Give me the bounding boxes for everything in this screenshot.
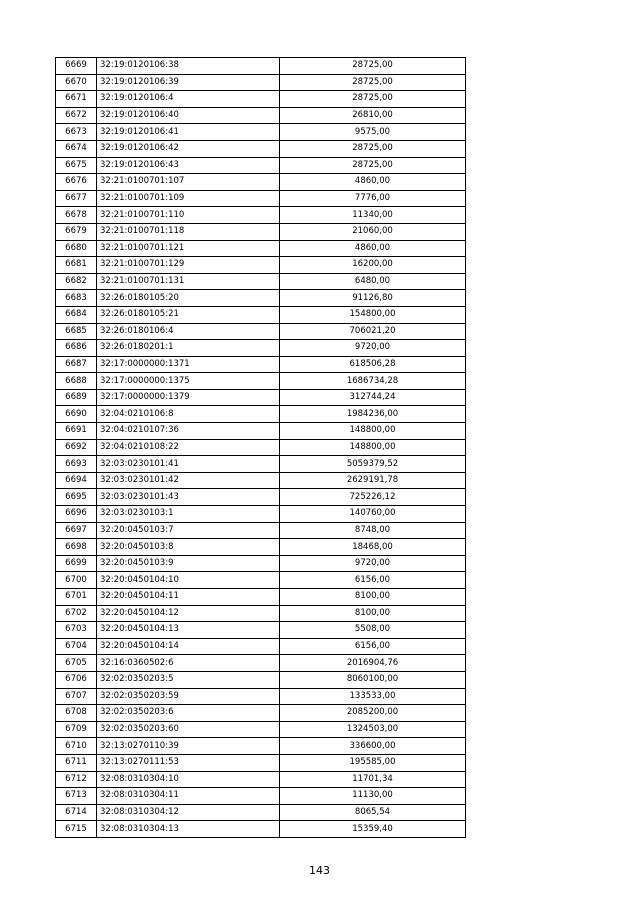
table-row [56, 738, 466, 755]
cadastral-value-cell: 28725,00 [280, 74, 466, 91]
table-row [56, 589, 466, 606]
table-row [56, 671, 466, 688]
cadastral-value-cell: 2016904,76 [280, 655, 466, 672]
table-row [56, 373, 466, 390]
cadastral-value-cell: 91126,80 [280, 290, 466, 307]
table-row [56, 605, 466, 622]
cadastral-value-cell: 336600,00 [280, 738, 466, 755]
cadastral-value-cell: 148800,00 [280, 423, 466, 440]
cadastral-value-cell: 18468,00 [280, 539, 466, 556]
cadastral-number-cell: 32:02:0350203:6 [97, 705, 280, 722]
page-number: 143 [309, 864, 330, 877]
row-number-cell: 6686 [56, 340, 97, 357]
table-row [56, 290, 466, 307]
table-row [56, 124, 466, 141]
cadastral-number-cell: 32:21:0100701:118 [97, 223, 280, 240]
cadastral-number-cell: 32:21:0100701:131 [97, 273, 280, 290]
row-number-cell: 6699 [56, 555, 97, 572]
row-number-cell: 6714 [56, 804, 97, 821]
cadastral-value-cell: 1686734,28 [280, 373, 466, 390]
row-number-cell: 6694 [56, 472, 97, 489]
cadastral-value-cell: 8748,00 [280, 522, 466, 539]
table-row [56, 140, 466, 157]
row-number-cell: 6700 [56, 572, 97, 589]
cadastral-value-cell: 618506,28 [280, 356, 466, 373]
table-row [56, 506, 466, 523]
cadastral-value-cell: 148800,00 [280, 439, 466, 456]
table-row [56, 688, 466, 705]
cadastral-number-cell: 32:20:0450104:14 [97, 638, 280, 655]
cadastral-value-cell: 154800,00 [280, 306, 466, 323]
cadastral-number-cell: 32:19:0120106:39 [97, 74, 280, 91]
row-number-cell: 6709 [56, 721, 97, 738]
row-number-cell: 6703 [56, 622, 97, 639]
table-row [56, 273, 466, 290]
cadastral-number-cell: 32:20:0450104:12 [97, 605, 280, 622]
cadastral-value-cell: 9720,00 [280, 340, 466, 357]
table-row [56, 340, 466, 357]
row-number-cell: 6678 [56, 207, 97, 224]
cadastral-number-cell: 32:26:0180201:1 [97, 340, 280, 357]
row-number-cell: 6675 [56, 157, 97, 174]
table-row [56, 190, 466, 207]
table-row [56, 539, 466, 556]
table-row [56, 705, 466, 722]
row-number-cell: 6683 [56, 290, 97, 307]
row-number-cell: 6698 [56, 539, 97, 556]
table-row [56, 804, 466, 821]
table-row [56, 174, 466, 191]
table-row [56, 306, 466, 323]
row-number-cell: 6672 [56, 107, 97, 124]
row-number-cell: 6687 [56, 356, 97, 373]
cadastral-value-cell: 28725,00 [280, 140, 466, 157]
table-row [56, 58, 466, 75]
row-number-cell: 6713 [56, 788, 97, 805]
table-row [56, 423, 466, 440]
cadastral-value-cell: 2085200,00 [280, 705, 466, 722]
cadastral-value-cell: 2629191,78 [280, 472, 466, 489]
row-number-cell: 6692 [56, 439, 97, 456]
row-number-cell: 6673 [56, 124, 97, 141]
cadastral-value-cell: 312744,24 [280, 389, 466, 406]
table-row [56, 489, 466, 506]
table-row [56, 638, 466, 655]
cadastral-value-cell: 8100,00 [280, 605, 466, 622]
row-number-cell: 6688 [56, 373, 97, 390]
table-row [56, 721, 466, 738]
cadastral-number-cell: 32:19:0120106:42 [97, 140, 280, 157]
row-number-cell: 6702 [56, 605, 97, 622]
cadastral-value-cell: 28725,00 [280, 58, 466, 75]
table-row [56, 389, 466, 406]
row-number-cell: 6708 [56, 705, 97, 722]
cadastral-value-cell: 11340,00 [280, 207, 466, 224]
table-row [56, 356, 466, 373]
table-row [56, 754, 466, 771]
cadastral-number-cell: 32:04:0210108:22 [97, 439, 280, 456]
row-number-cell: 6706 [56, 671, 97, 688]
cadastral-number-cell: 32:21:0100701:129 [97, 257, 280, 274]
cadastral-number-cell: 32:02:0350203:59 [97, 688, 280, 705]
row-number-cell: 6710 [56, 738, 97, 755]
cadastral-number-cell: 32:17:0000000:1375 [97, 373, 280, 390]
cadastral-number-cell: 32:19:0120106:38 [97, 58, 280, 75]
cadastral-value-cell: 5508,00 [280, 622, 466, 639]
cadastral-number-cell: 32:13:0270111:53 [97, 754, 280, 771]
cadastral-number-cell: 32:04:0210107:36 [97, 423, 280, 440]
cadastral-number-cell: 32:04:0210106:8 [97, 406, 280, 423]
row-number-cell: 6670 [56, 74, 97, 91]
cadastral-value-cell: 133533,00 [280, 688, 466, 705]
table-body [56, 58, 466, 838]
cadastral-number-cell: 32:08:0310304:10 [97, 771, 280, 788]
row-number-cell: 6671 [56, 91, 97, 108]
row-number-cell: 6704 [56, 638, 97, 655]
table-row [56, 655, 466, 672]
table-row [56, 323, 466, 340]
cadastral-number-cell: 32:17:0000000:1371 [97, 356, 280, 373]
row-number-cell: 6715 [56, 821, 97, 838]
cadastral-value-cell: 28725,00 [280, 157, 466, 174]
cadastral-number-cell: 32:21:0100701:121 [97, 240, 280, 257]
cadastral-number-cell: 32:03:0230101:43 [97, 489, 280, 506]
table-row [56, 456, 466, 473]
cadastral-number-cell: 32:02:0350203:5 [97, 671, 280, 688]
cadastral-number-cell: 32:03:0230101:42 [97, 472, 280, 489]
row-number-cell: 6674 [56, 140, 97, 157]
cadastral-value-cell: 9720,00 [280, 555, 466, 572]
cadastral-value-cell: 15359,40 [280, 821, 466, 838]
cadastral-number-cell: 32:20:0450104:13 [97, 622, 280, 639]
row-number-cell: 6695 [56, 489, 97, 506]
row-number-cell: 6680 [56, 240, 97, 257]
table-row [56, 257, 466, 274]
row-number-cell: 6705 [56, 655, 97, 672]
row-number-cell: 6685 [56, 323, 97, 340]
row-number-cell: 6677 [56, 190, 97, 207]
cadastral-value-cell: 706021,20 [280, 323, 466, 340]
cadastral-value-cell: 6480,00 [280, 273, 466, 290]
cadastral-number-cell: 32:21:0100701:110 [97, 207, 280, 224]
table-row [56, 74, 466, 91]
cadastral-value-cell: 11701,34 [280, 771, 466, 788]
row-number-cell: 6669 [56, 58, 97, 75]
cadastral-value-cell: 8060100,00 [280, 671, 466, 688]
cadastral-number-cell: 32:20:0450103:8 [97, 539, 280, 556]
cadastral-number-cell: 32:13:0270110:39 [97, 738, 280, 755]
cadastral-value-cell: 6156,00 [280, 638, 466, 655]
cadastral-value-cell: 195585,00 [280, 754, 466, 771]
cadastral-value-cell: 16200,00 [280, 257, 466, 274]
table-row [56, 240, 466, 257]
table-row [56, 223, 466, 240]
cadastral-value-cell: 11130,00 [280, 788, 466, 805]
table-row [56, 439, 466, 456]
row-number-cell: 6682 [56, 273, 97, 290]
cadastral-number-cell: 32:20:0450104:10 [97, 572, 280, 589]
cadastral-value-table [55, 57, 466, 838]
table-row [56, 788, 466, 805]
cadastral-number-cell: 32:19:0120106:40 [97, 107, 280, 124]
cadastral-value-cell: 1324503,00 [280, 721, 466, 738]
row-number-cell: 6696 [56, 506, 97, 523]
table-row [56, 107, 466, 124]
row-number-cell: 6684 [56, 306, 97, 323]
cadastral-value-cell: 8065,54 [280, 804, 466, 821]
table-row [56, 771, 466, 788]
table-row [56, 522, 466, 539]
cadastral-number-cell: 32:26:0180105:21 [97, 306, 280, 323]
cadastral-number-cell: 32:21:0100701:107 [97, 174, 280, 191]
cadastral-value-cell: 21060,00 [280, 223, 466, 240]
table-row [56, 555, 466, 572]
table-row [56, 821, 466, 838]
cadastral-value-cell: 26810,00 [280, 107, 466, 124]
cadastral-number-cell: 32:20:0450103:9 [97, 555, 280, 572]
row-number-cell: 6693 [56, 456, 97, 473]
row-number-cell: 6707 [56, 688, 97, 705]
cadastral-value-cell: 28725,00 [280, 91, 466, 108]
cadastral-number-cell: 32:20:0450103:7 [97, 522, 280, 539]
cadastral-number-cell: 32:21:0100701:109 [97, 190, 280, 207]
row-number-cell: 6701 [56, 589, 97, 606]
cadastral-value-cell: 725226,12 [280, 489, 466, 506]
cadastral-value-cell: 5059379,52 [280, 456, 466, 473]
cadastral-number-cell: 32:17:0000000:1379 [97, 389, 280, 406]
cadastral-number-cell: 32:08:0310304:12 [97, 804, 280, 821]
row-number-cell: 6676 [56, 174, 97, 191]
cadastral-number-cell: 32:02:0350203:60 [97, 721, 280, 738]
cadastral-number-cell: 32:08:0310304:11 [97, 788, 280, 805]
cadastral-number-cell: 32:19:0120106:41 [97, 124, 280, 141]
cadastral-value-cell: 1984236,00 [280, 406, 466, 423]
cadastral-value-cell: 9575,00 [280, 124, 466, 141]
cadastral-number-cell: 32:03:0230103:1 [97, 506, 280, 523]
cadastral-value-cell: 7776,00 [280, 190, 466, 207]
row-number-cell: 6691 [56, 423, 97, 440]
row-number-cell: 6689 [56, 389, 97, 406]
cadastral-number-cell: 32:16:0360502:6 [97, 655, 280, 672]
cadastral-number-cell: 32:26:0180106:4 [97, 323, 280, 340]
cadastral-number-cell: 32:19:0120106:4 [97, 91, 280, 108]
cadastral-number-cell: 32:03:0230101:41 [97, 456, 280, 473]
table-row [56, 622, 466, 639]
row-number-cell: 6681 [56, 257, 97, 274]
row-number-cell: 6712 [56, 771, 97, 788]
row-number-cell: 6679 [56, 223, 97, 240]
cadastral-value-cell: 6156,00 [280, 572, 466, 589]
cadastral-number-cell: 32:08:0310304:13 [97, 821, 280, 838]
cadastral-value-cell: 4860,00 [280, 240, 466, 257]
table-row [56, 572, 466, 589]
cadastral-value-cell: 140760,00 [280, 506, 466, 523]
row-number-cell: 6697 [56, 522, 97, 539]
row-number-cell: 6711 [56, 754, 97, 771]
table-row [56, 207, 466, 224]
table-row [56, 91, 466, 108]
cadastral-value-cell: 8100,00 [280, 589, 466, 606]
table-row [56, 157, 466, 174]
cadastral-value-cell: 4860,00 [280, 174, 466, 191]
cadastral-number-cell: 32:20:0450104:11 [97, 589, 280, 606]
cadastral-number-cell: 32:19:0120106:43 [97, 157, 280, 174]
cadastral-number-cell: 32:26:0180105:20 [97, 290, 280, 307]
table-row [56, 406, 466, 423]
table-row [56, 472, 466, 489]
row-number-cell: 6690 [56, 406, 97, 423]
